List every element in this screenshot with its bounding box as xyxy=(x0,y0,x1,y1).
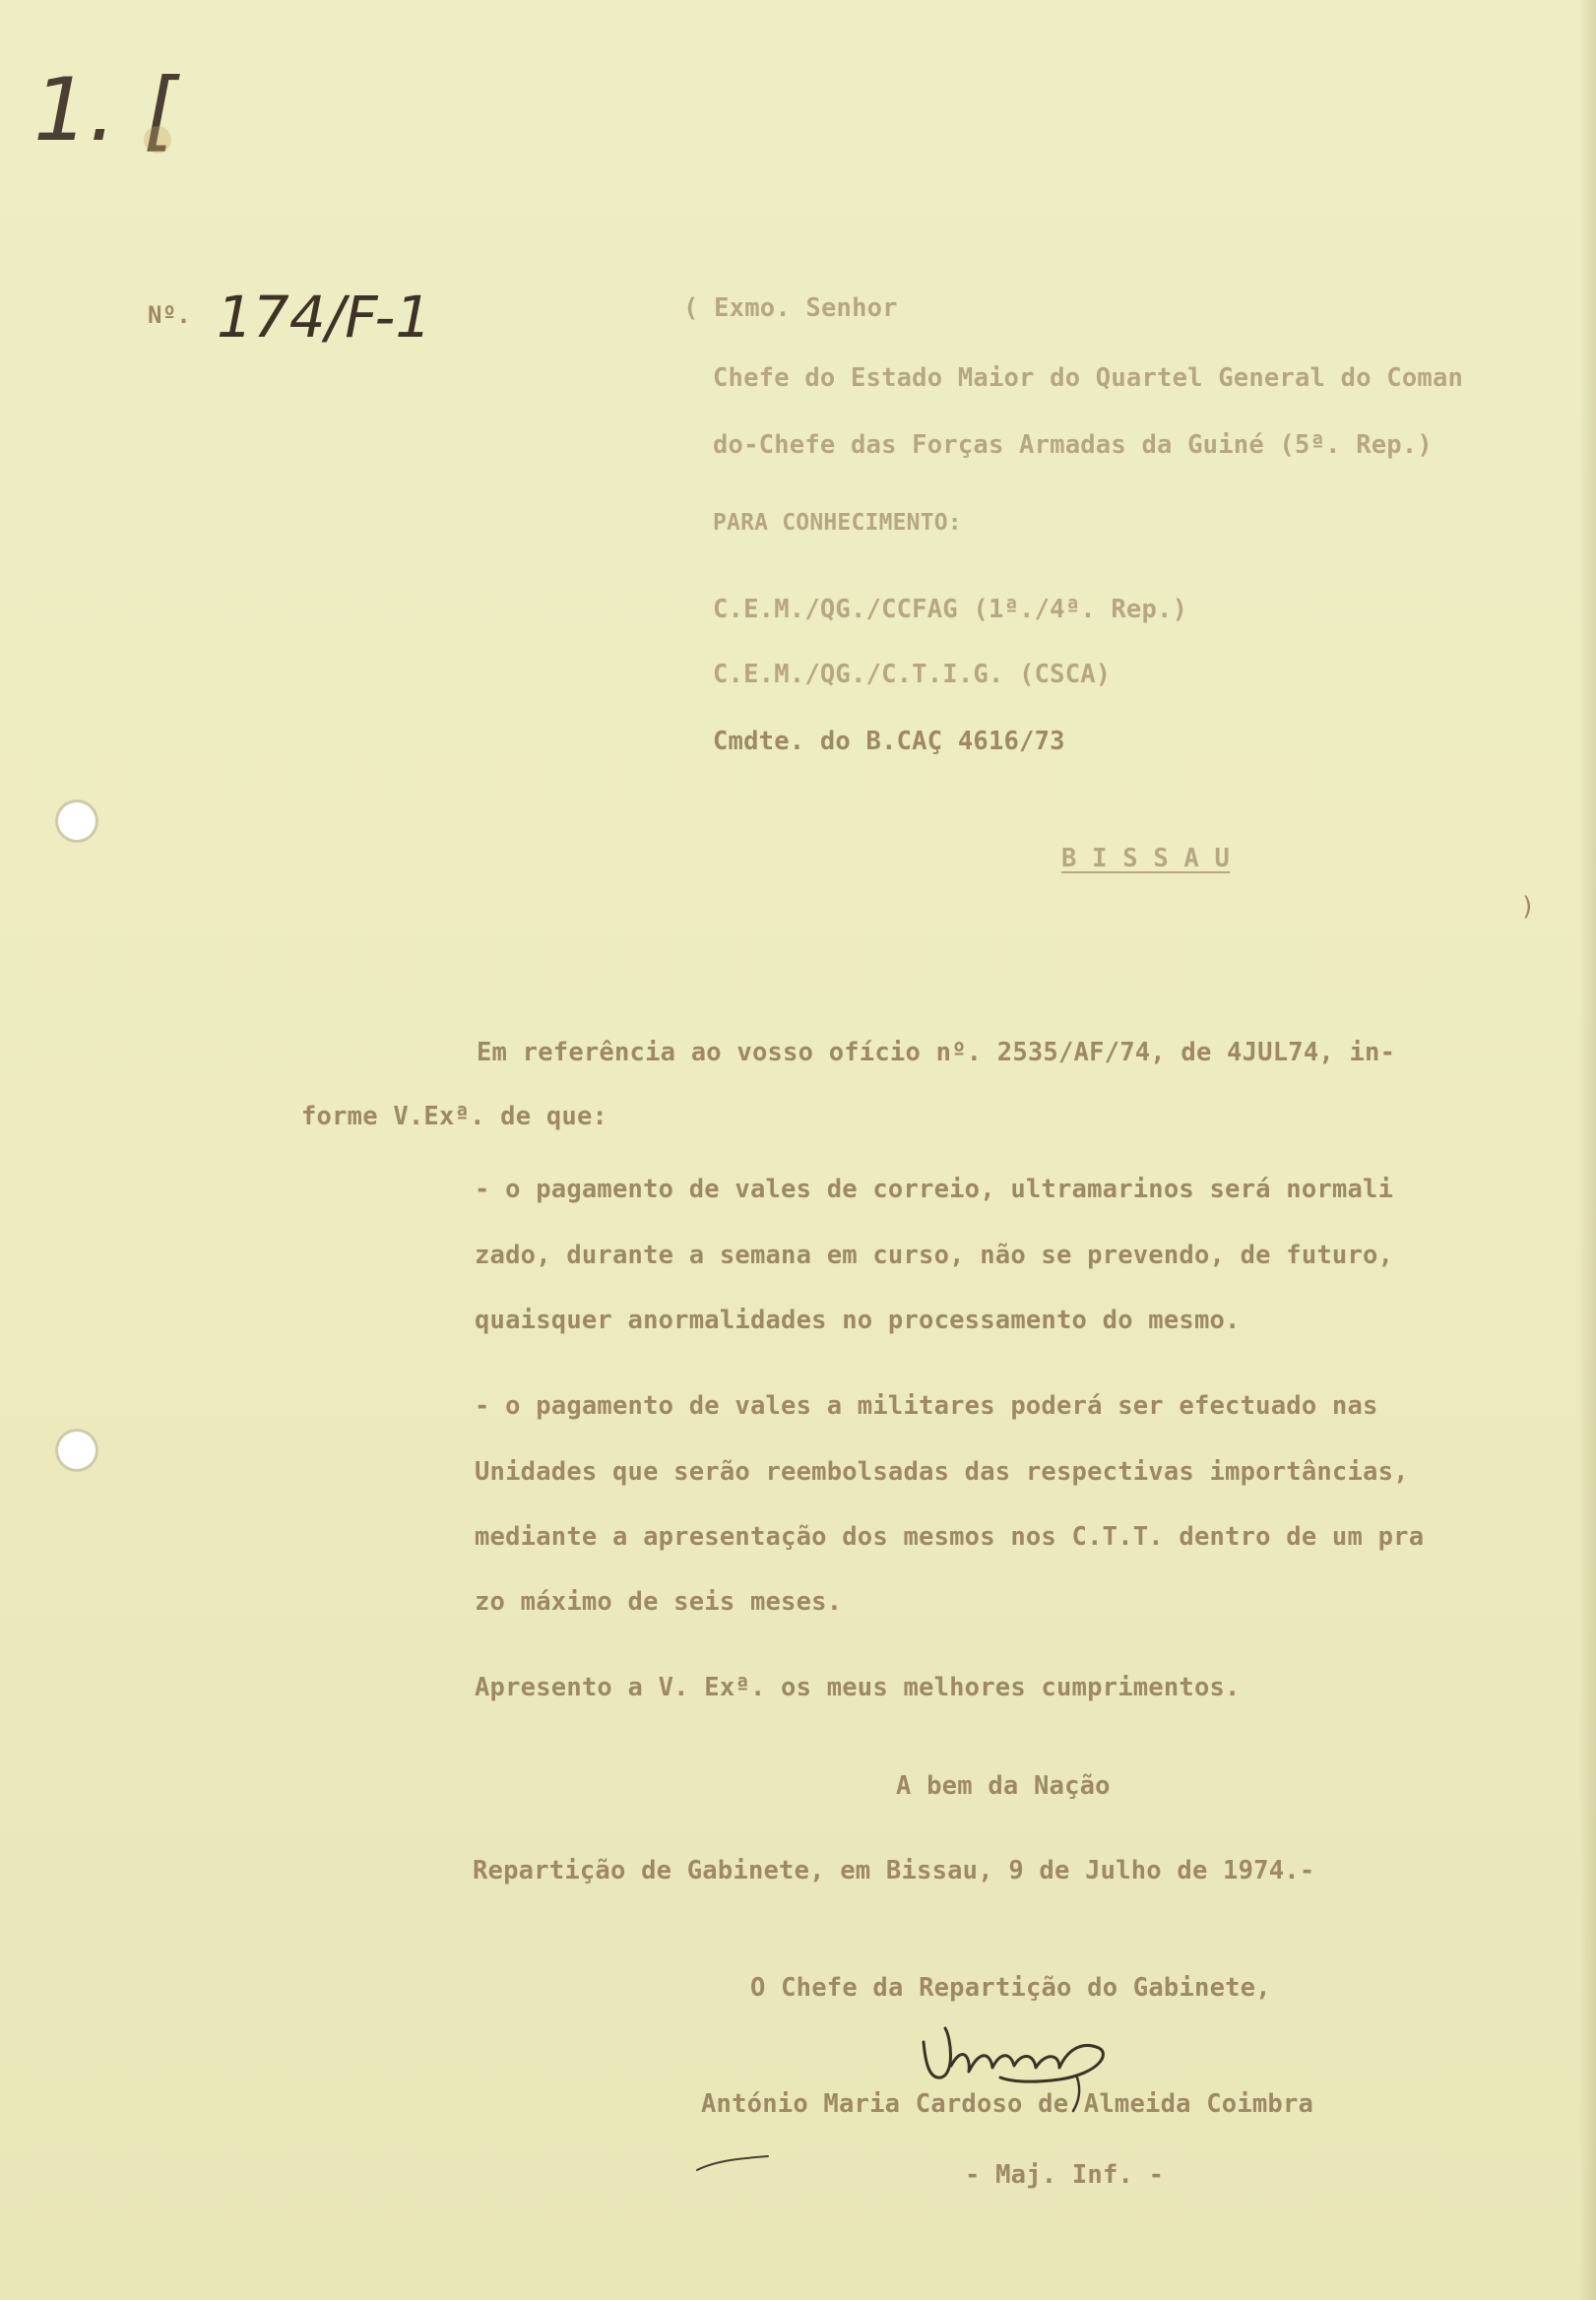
page-edge-shadow xyxy=(1578,0,1596,2300)
item2-line-2: Unidades que serão reembolsadas das respectivas importâncias, xyxy=(475,1457,1409,1487)
city: B I S S A U xyxy=(1061,844,1231,873)
addressee-line-2: do-Chefe das Forças Armadas da Guiné (5ª. Rep.) xyxy=(713,430,1433,460)
ref-number: 174/F-1 xyxy=(217,284,432,351)
pen-stroke xyxy=(693,2150,772,2180)
cc-heading: PARA CONHECIMENTO: xyxy=(713,510,962,536)
motto: A bem da Nação xyxy=(896,1771,1111,1801)
stray-bracket: ) xyxy=(1520,892,1536,922)
cc-item-1: C.E.M./QG./CCFAG (1ª./4ª. Rep.) xyxy=(713,595,1188,624)
item1-line-1: - o pagamento de vales de correio, ultramarinos será normali xyxy=(475,1175,1394,1204)
item2-line-4: zo máximo de seis meses. xyxy=(475,1587,843,1617)
item1-line-3: quaisquer anormalidades no processamento do mesmo. xyxy=(475,1306,1241,1335)
item1-line-2: zado, durante a semana em curso, não se prevendo, de futuro, xyxy=(475,1241,1394,1270)
signatory-name: António Maria Cardoso de Almeida Coimbra xyxy=(701,2089,1314,2119)
cc-item-3: Cmdte. do B.CAÇ 4616/73 xyxy=(713,727,1065,756)
stain-mark xyxy=(136,116,195,175)
item2-line-3: mediante a apresentação dos mesmos nos C.T.T. dentro de um pra xyxy=(475,1522,1425,1552)
intro-line-2: forme V.Exª. de que: xyxy=(301,1102,608,1131)
ref-prefix: Nº. xyxy=(148,301,191,329)
item2-line-1: - o pagamento de vales a militares poderá ser efectuado nas xyxy=(475,1391,1378,1421)
cc-item-2: C.E.M./QG./C.T.I.G. (CSCA) xyxy=(713,660,1112,689)
corner-marks: 1. [ xyxy=(33,59,178,160)
salutation: ( Exmo. Senhor xyxy=(683,293,898,323)
place-date: Repartição de Gabinete, em Bissau, 9 de Julho de 1974.- xyxy=(473,1856,1315,1885)
signatory-rank: - Maj. Inf. - xyxy=(965,2160,1165,2190)
intro-line-1: Em referência ao vosso ofício nº. 2535/AF/74, de 4JUL74, in- xyxy=(477,1038,1396,1067)
addressee-line-1: Chefe do Estado Maior do Quartel General do Coman xyxy=(713,363,1464,393)
punch-hole-top xyxy=(55,799,98,843)
closing-line: Apresento a V. Exª. os meus melhores cumprimentos. xyxy=(475,1673,1241,1702)
signatory-title: O Chefe da Repartição do Gabinete, xyxy=(750,1973,1271,2003)
punch-hole-bottom xyxy=(55,1429,98,1472)
